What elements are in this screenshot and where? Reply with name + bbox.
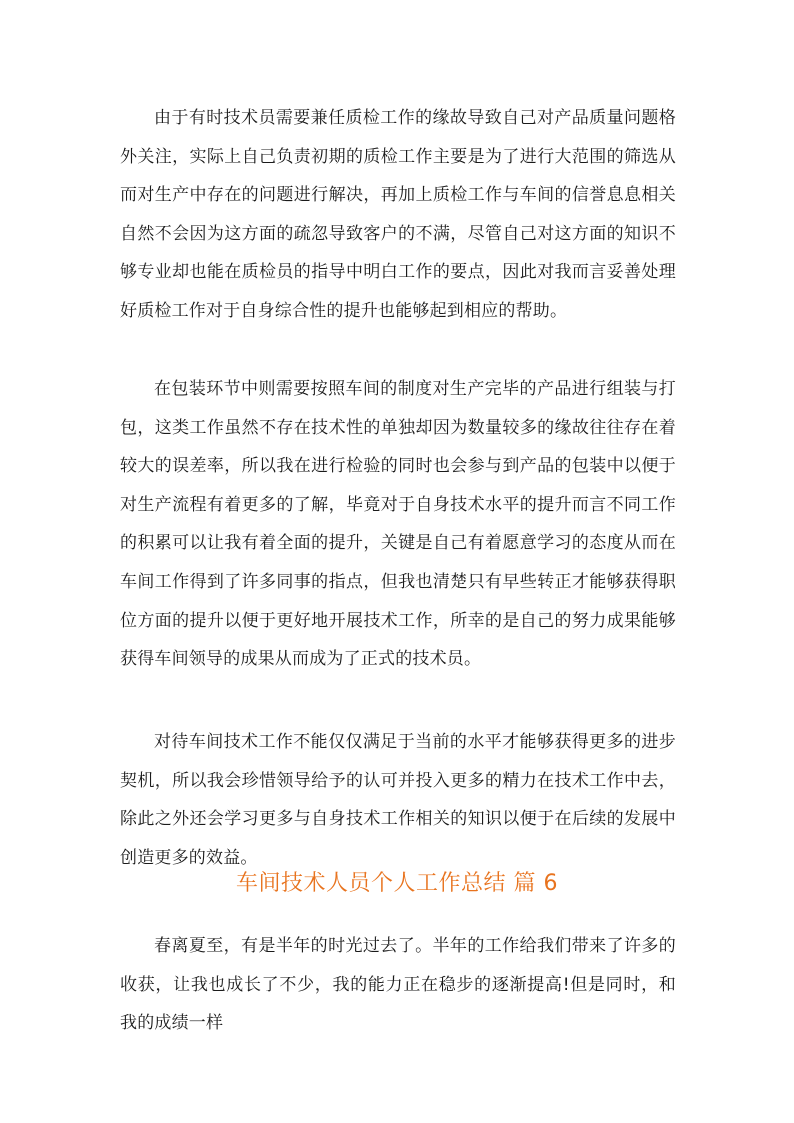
body-paragraph-2: 在包装环节中则需要按照车间的制度对生产完毕的产品进行组装与打包，这类工作虽然不存在技术性的单独却因为数量较多的缘故往往存在着较大的误差率，所以我在进行检验的同时也会参与到产品的包装中以便于对生产流程有着更多的了解，毕竟对于自身技术水平的提升而言不同工作的积累可以让我有着全面的提升，关键是自己有着愿意学习的态度从而在车间工作得到了许多同事的指点，但我也清楚只有早些转正才能够获得职位方面的提升以便于更好地开展技术工作，所幸的是自己的努力成果能够获得车间领导的成果从而成为了正式的技术员。: [120, 379, 676, 670]
body-paragraph-3: 对待车间技术工作不能仅仅满足于当前的水平才能够获得更多的进步契机，所以我会珍惜领导给予的认可并投入更多的精力在技术工作中去，除此之外还会学习更多与自身技术工作相关的知识以便于在后续的发展中创造更多的效益。: [120, 732, 676, 868]
section-paragraph-1: 春离夏至，有是半年的时光过去了。半年的工作给我们带来了许多的收获，让我也成长了不少，我的能力正在稳步的逐渐提高!但是同时，和我的成绩一样: [120, 936, 676, 1034]
body-paragraph-1: 由于有时技术员需要兼任质检工作的缘故导致自己对产品质量问题格外关注，实际上自己负责初期的质检工作主要是为了进行大范围的筛选从而对生产中存在的问题进行解决，再加上质检工作与车间的信誉息息相关自然不会因为这方面的疏忽导致客户的不满，尽管自己对这方面的知识不够专业却也能在质检员的指导中明白工作的要点，因此对我而言妥善处理好质检工作对于自身综合性的提升也能够起到相应的帮助。: [120, 108, 676, 321]
section-heading: 车间技术人员个人工作总结 篇 6: [236, 871, 558, 896]
